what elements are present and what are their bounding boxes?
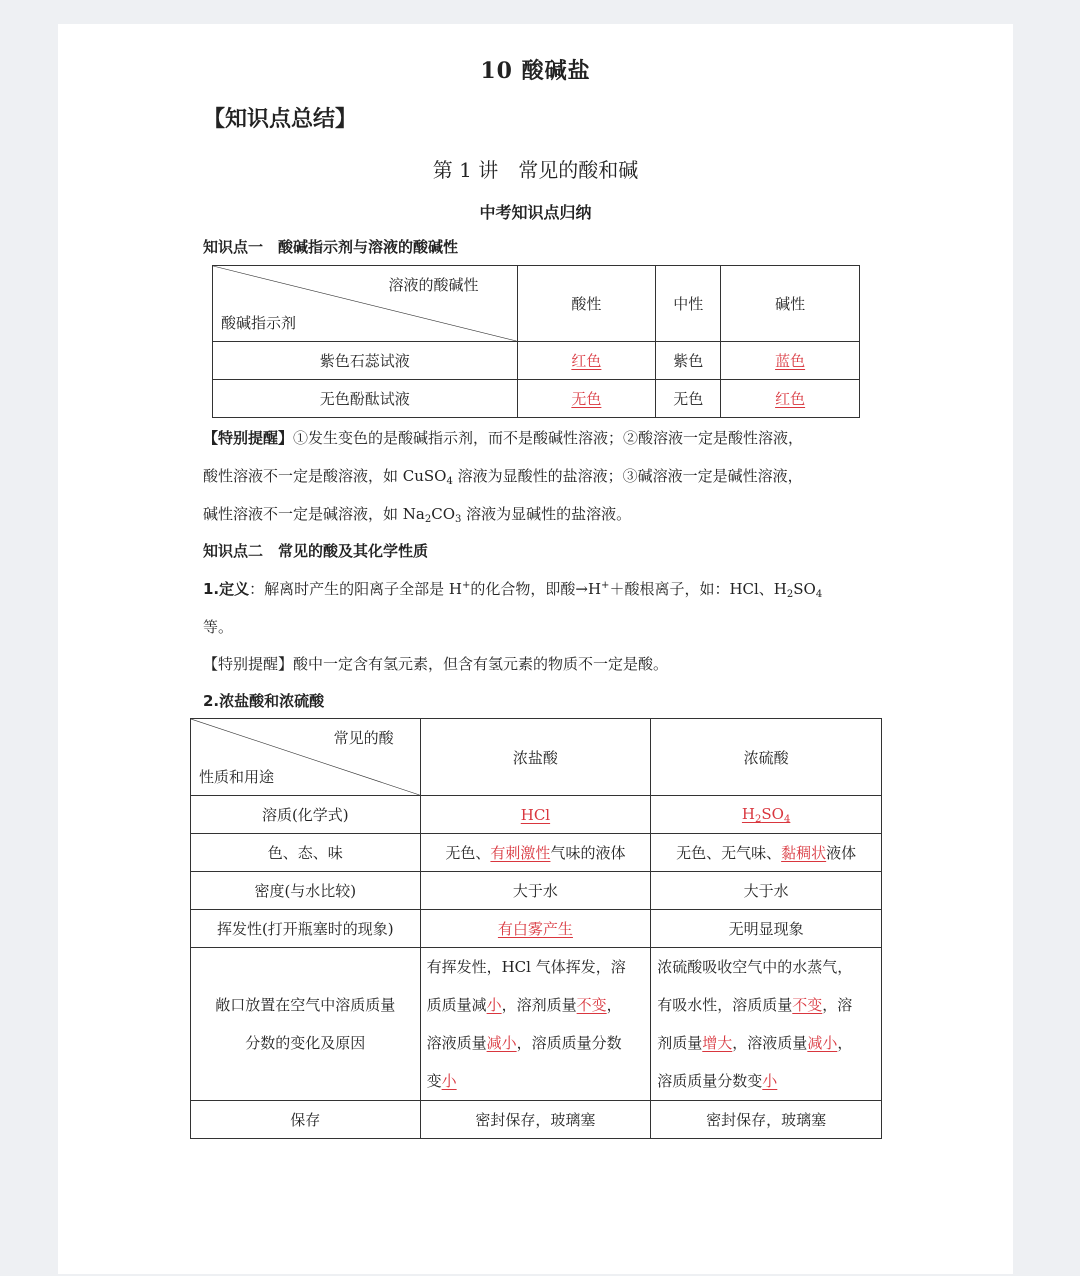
kp2-reminder: 【特别提醒】酸中一定含有氢元素，但含有氢元素的物质不一定是酸。 (203, 655, 669, 673)
cell-neutral: 紫色 (656, 342, 721, 380)
row-label: 敞口放置在空气中溶质质量 分数的变化及原因 (191, 948, 421, 1101)
diag-top-label: 溶液的酸碱性 (388, 276, 479, 294)
acid-subheading: 2.浓盐酸和浓硫酸 (203, 692, 325, 710)
table-row (191, 872, 882, 910)
cell-h2so4: 浓硫酸吸收空气中的水蒸气， 有吸水性，溶质质量不变，溶 剂质量增大，溶液质量减小， 溶质质量分数变小 (651, 948, 882, 1101)
cell-base: 蓝色 (721, 342, 860, 380)
col-base: 碱性 (721, 266, 860, 342)
row-label: 色、态、味 (191, 834, 421, 872)
reminder-line-1: 【特别提醒】①发生变色的是酸碱指示剂，而不是酸碱性溶液；②酸溶液一定是酸性溶液， (203, 429, 804, 447)
kp2-heading: 知识点二 常见的酸及其化学性质 (203, 542, 429, 560)
cell-h2so4: 无明显现象 (651, 910, 882, 948)
cell-hcl: 有白雾产生 (420, 910, 651, 948)
table-row (213, 380, 860, 418)
table-row (191, 948, 882, 1101)
table-row (213, 342, 860, 380)
cell-hcl: 密封保存，玻璃塞 (420, 1101, 651, 1139)
lecture-title: 第 1 讲 常见的酸和碱 (432, 158, 639, 182)
table-row (191, 834, 882, 872)
table-row (191, 910, 882, 948)
cell-h2so4: 大于水 (651, 872, 882, 910)
cell-h2so4: $H_2SO_4$ (651, 796, 882, 834)
cell-hcl: 大于水 (420, 872, 651, 910)
cell-h2so4: 密封保存，玻璃塞 (651, 1101, 882, 1139)
diag-top-label: 常见的酸 (333, 729, 394, 747)
indicator-table-diagonal-header (213, 266, 518, 342)
col-acid: 酸性 (517, 266, 656, 342)
cell-hcl: 有挥发性，HCl 气体挥发，溶 质质量减小，溶剂质量不变， 溶液质量减小，溶质质量分数 变小 (420, 948, 651, 1101)
cell-base: 红色 (721, 380, 860, 418)
summary-heading: 【知识点总结】 (203, 107, 358, 132)
acid-table-diagonal-header (191, 719, 421, 796)
kp1-heading: 知识点一 酸碱指示剂与溶液的酸碱性 (203, 238, 459, 256)
cell-neutral: 无色 (656, 380, 721, 418)
row-label: 溶质(化学式) (191, 796, 421, 834)
row-label: 挥发性(打开瓶塞时的现象) (191, 910, 421, 948)
table-row (191, 796, 882, 834)
col-h2so4: 浓硫酸 (651, 719, 882, 796)
cell-acid: 红色 (517, 342, 656, 380)
section-heading: 中考知识点归纳 (479, 203, 592, 222)
definition-cont: 等。 (203, 618, 234, 636)
table-row (191, 1101, 882, 1139)
cell-hcl: 无色、有刺激性气味的液体 (420, 834, 651, 872)
cell-acid: 无色 (517, 380, 656, 418)
col-hcl: 浓盐酸 (420, 719, 651, 796)
row-label: 密度(与水比较) (191, 872, 421, 910)
cell-h2so4: 无色、无气味、黏稠状液体 (651, 834, 882, 872)
diag-bottom-label: 酸碱指示剂 (221, 314, 297, 332)
acid-table (190, 718, 882, 1139)
indicator-table (212, 265, 860, 418)
row-label: 保存 (191, 1101, 421, 1139)
cell-hcl: HCl (420, 796, 651, 834)
row-name: 紫色石蕊试液 (213, 342, 518, 380)
reminder-line-2: 酸性溶液不一定是酸溶液，如 CuSO$_4$ 溶液为显酸性的盐溶液；③碱溶液一定是碱性溶液， (203, 467, 803, 487)
diag-bottom-label: 性质和用途 (199, 768, 275, 786)
reminder-line-3: 碱性溶液不一定是碱溶液，如 $Na_2CO_3$ 溶液为显碱性的盐溶液。 (203, 505, 632, 525)
document-page (58, 24, 1013, 1274)
col-neutral: 中性 (656, 266, 721, 342)
definition-line: 1.定义：解离时产生的阳离子全部是 H+的化合物，即酸→H+＋酸根离子，如：HCl、$H_2SO_4$ (203, 580, 823, 600)
row-name: 无色酚酞试液 (213, 380, 518, 418)
page-title: 10 酸碱盐 (480, 58, 591, 84)
